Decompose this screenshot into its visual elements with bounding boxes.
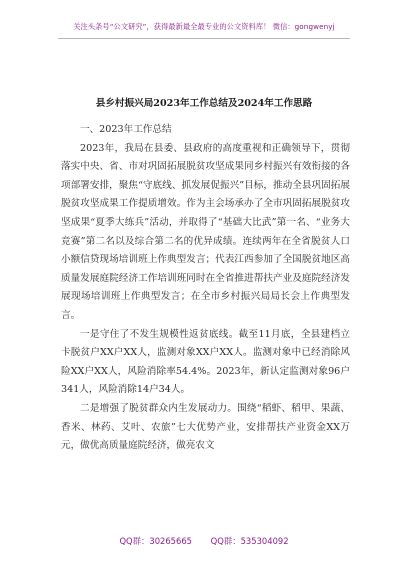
footer-contact: [0, 535, 408, 547]
header-divider: [58, 38, 350, 39]
body-paragraph: 二是增强了脱贫群众内生发展动力。围绕“稻虾、稻甲、果蔬、香米、林药、艾叶、农旅”七大优势产业，安排帮扶产业资金XX万元，做优高质量庭院经济，做亮农文: [61, 402, 350, 452]
header-promo-note: 关注头条号“公文研究”，获得最新最全最专业的公文资料库！ 微信：gongwenyj: [73, 22, 335, 31]
document-body: [61, 121, 350, 456]
body-paragraph: 一是守住了不发生规模性返贫底线。截至11月底，全县建档立卡脱贫户XX户XX人，监测对象XX户XX人。监测对象中已经消除风险XX户XX人，风险消除率54.4%。2023年，新认定监测对象96户341人，风险消除14户34人。: [61, 328, 350, 396]
footer-qq-group-1: QQ群：30265665: [119, 536, 192, 546]
body-paragraph: 2023年，我局在县委、县政府的高度重视和正确领导下，贯彻落实中央、省、市对巩固拓展脱贫攻坚成果同乡村振兴有效衔接的各项部署安排，聚焦“守底线、抓发展促振兴”目标，推动全县巩固拓展脱贫攻坚成果工作提质增效。作为主会场承办了全市巩固拓展脱贫攻坚成果“夏季大练兵”活动，并取得了“基础大比武”第一名、“业务大竞赛”第二名以及综合第二名的优异成绩。连续两年在全省脱贫人口小额信贷现场培训班上作典型发言；代表江西参加了全国脱贫地区高质量发展庭院经济工作培训班同时在全省推进帮扶产业及庭院经济发展现场培训班上作典型发言；在全市乡村振兴局局长会上作典型发言。: [61, 142, 350, 321]
document-title: 县乡村振兴局2023年工作总结及2024年工作思路: [95, 98, 313, 109]
section-heading: 一、2023年工作总结: [80, 124, 172, 135]
footer-qq-group-2: QQ群：535304092: [210, 536, 289, 546]
